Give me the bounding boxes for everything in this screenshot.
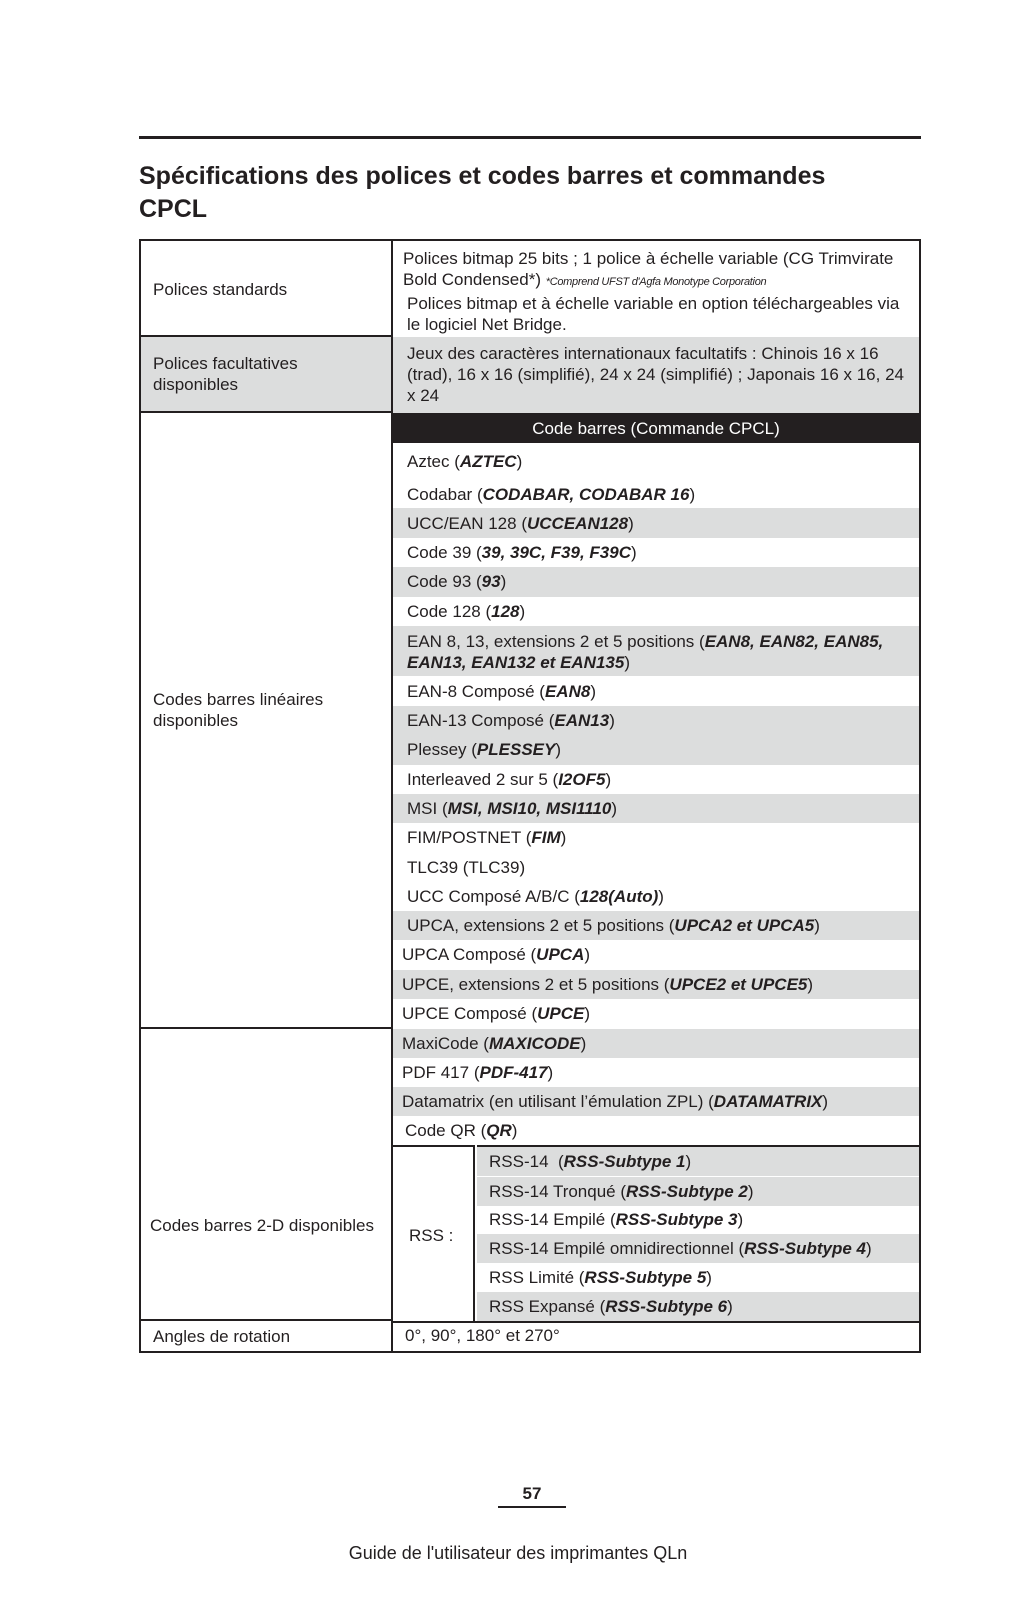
- barcode-command: PDF-417: [479, 1063, 548, 1082]
- linear-row-aztec: Aztec (AZTEC): [407, 452, 523, 471]
- barcode-name: Aztec: [407, 452, 450, 471]
- rotation-value: [393, 1321, 919, 1351]
- linear-row-ean8-composite: EAN-8 Composé (EAN8): [407, 682, 596, 701]
- linear-row-msi: MSI (MSI, MSI10, MSI1110): [393, 794, 919, 823]
- barcode-name: TLC39: [407, 858, 459, 877]
- barcode-command: DATAMATRIX: [713, 1092, 823, 1111]
- top-rule: [139, 136, 921, 139]
- barcode-command: AZTEC: [459, 452, 517, 471]
- rss-row-5: RSS Limité (RSS-Subtype 5): [489, 1268, 712, 1287]
- optional-fonts-label: Polices facultatives disponibles: [153, 354, 298, 394]
- linear-row-plessey: Plessey (PLESSEY): [393, 735, 919, 765]
- barcode-command: RSS-Subtype 2: [626, 1182, 748, 1201]
- barcode-command: RSS-Subtype 4: [744, 1239, 866, 1258]
- twod-row-pdf417: PDF 417 (PDF-417): [402, 1063, 554, 1082]
- barcode-name: Code QR: [405, 1121, 476, 1140]
- linear-row-code93: Code 93 (93): [393, 567, 919, 597]
- barcode-command: CODABAR, CODABAR 16: [482, 485, 690, 504]
- standard-fonts-value: [393, 241, 919, 337]
- twod-row-qr: Code QR (QR): [405, 1121, 518, 1140]
- barcode-header-text: Code barres (Commande CPCL): [532, 419, 780, 438]
- barcode-command: 128: [491, 602, 520, 621]
- barcode-name: Plessey: [407, 740, 467, 759]
- barcode-name: UCC/EAN 128: [407, 514, 517, 533]
- label-2d-barcodes: [141, 1029, 391, 1321]
- barcode-command: FIM: [531, 828, 561, 847]
- barcode-name: Datamatrix (en utilisant l’émulation ZPL): [402, 1092, 704, 1111]
- barcode-command: UPCE2 et UPCE5: [669, 975, 808, 994]
- barcode-name: EAN 8, 13, extensions 2 et 5 positions: [407, 632, 695, 651]
- barcode-name: MaxiCode: [402, 1034, 479, 1053]
- barcode-command: EAN8, EAN82, EAN85, EAN13, EAN132 et EAN135: [407, 632, 884, 672]
- barcode-name: RSS Expansé: [489, 1297, 595, 1316]
- barcode-command: UPCA: [536, 945, 585, 964]
- linear-row-code39: Code 39 (39, 39C, F39, F39C): [407, 543, 637, 562]
- rss-row-4: RSS-14 Empilé omnidirectionnel (RSS-Subtype 4): [477, 1234, 919, 1263]
- barcode-name: Code 39: [407, 543, 472, 562]
- rss-row-3: RSS-14 Empilé (RSS-Subtype 3): [489, 1210, 744, 1229]
- barcode-command: EAN13: [554, 711, 610, 730]
- twod-row-datamatrix: Datamatrix (en utilisant l’émulation ZPL) (DATAMATRIX): [393, 1087, 919, 1116]
- barcode-command: 39, 39C, F39, F39C: [481, 543, 631, 562]
- barcode-name: UPCA, extensions 2 et 5 positions: [407, 916, 665, 935]
- barcode-command: RSS-Subtype 5: [584, 1268, 707, 1287]
- barcode-command: RSS-Subtype 6: [605, 1297, 728, 1316]
- linear-row-uccean128: UCC/EAN 128 (UCCEAN128): [393, 508, 919, 538]
- barcode-name: RSS-14 Tronqué: [489, 1182, 616, 1201]
- linear-row-fim: FIM/POSTNET (FIM): [407, 828, 567, 847]
- barcode-name: Interleaved 2 sur 5: [407, 770, 548, 789]
- standard-fonts-line2: Polices bitmap et à échelle variable en option téléchargeables via le logiciel Net Bridge.: [407, 294, 900, 334]
- linear-row-i2of5: Interleaved 2 sur 5 (I2OF5): [407, 770, 612, 789]
- barcode-name: RSS-14 Empilé omnidirectionnel: [489, 1239, 734, 1258]
- barcode-name: RSS-14 Empilé: [489, 1210, 606, 1229]
- barcode-command: UPCA2 et UPCA5: [674, 916, 815, 935]
- barcode-command: PLESSEY: [476, 740, 556, 759]
- linear-row-upce-composite: UPCE Composé (UPCE): [402, 1004, 591, 1023]
- rotation-text: 0°, 90°, 180° et 270°: [405, 1326, 560, 1345]
- barcode-name: RSS-14: [489, 1152, 549, 1171]
- barcode-command: QR: [486, 1121, 512, 1140]
- barcode-name: RSS Limité: [489, 1268, 575, 1287]
- barcode-name: EAN-8 Composé: [407, 682, 535, 701]
- standard-fonts-footnote: *Comprend UFST d'Agfa Monotype Corporation: [545, 276, 767, 288]
- barcode-command: MAXICODE: [488, 1034, 581, 1053]
- barcode-command: UPCE: [537, 1004, 585, 1023]
- barcode-name: UCC Composé A/B/C: [407, 887, 570, 906]
- barcode-command: TLC39: [468, 858, 520, 877]
- standard-fonts-line1: Polices bitmap 25 bits ; 1 police à échelle variable (CG Trimvirate Bold Condensed*): [403, 249, 894, 289]
- linear-row-upce-ext: UPCE, extensions 2 et 5 positions (UPCE2 et UPCE5): [393, 970, 919, 999]
- barcode-header: [393, 413, 919, 443]
- rss-row-1: RSS-14 (RSS-Subtype 1): [477, 1145, 919, 1178]
- label-rotation: [141, 1321, 391, 1351]
- linear-row-ucc-composite: UCC Composé A/B/C (128(Auto)): [407, 887, 664, 906]
- optional-fonts-text: Jeux des caractères internationaux facultatifs : Chinois 16 x 16 (trad), 16 x 16 (simplifié), 24 x 24 (simplifié) ; Japonais 16 x 16, 24 x 24: [407, 344, 904, 405]
- label-linear-barcodes: [141, 413, 391, 1029]
- barcode-name: PDF 417: [402, 1063, 470, 1082]
- barcode-name: UPCE Composé: [402, 1004, 527, 1023]
- barcode-name: UPCE, extensions 2 et 5 positions: [402, 975, 660, 994]
- page-title: Spécifications des polices et codes barres et commandes CPCL: [139, 162, 826, 223]
- barcode-command: 93: [481, 572, 501, 591]
- standard-fonts-label: Polices standards: [153, 280, 288, 299]
- barcode-name: UPCA Composé: [402, 945, 526, 964]
- spec-table: [139, 239, 921, 1353]
- page-number: 57: [498, 1484, 566, 1508]
- rss-label-cell: [393, 1145, 475, 1321]
- barcode-name: FIM/POSTNET: [407, 828, 521, 847]
- linear-row-ean: EAN 8, 13, extensions 2 et 5 positions (EAN8, EAN82, EAN85, EAN13, EAN132 et EAN135): [393, 626, 919, 676]
- barcode-command: RSS-Subtype 3: [615, 1210, 738, 1229]
- rss-row-6: RSS Expansé (RSS-Subtype 6): [477, 1292, 919, 1321]
- linear-row-tlc39: TLC39 (TLC39): [407, 858, 526, 877]
- linear-row-ean13-composite: EAN-13 Composé (EAN13): [393, 706, 919, 735]
- linear-row-codabar: Codabar (CODABAR, CODABAR 16): [407, 485, 696, 504]
- optional-fonts-value: [393, 337, 919, 413]
- rss-label: RSS :: [409, 1226, 454, 1245]
- barcode-name: EAN-13 Composé: [407, 711, 545, 730]
- barcode-command: EAN8: [544, 682, 591, 701]
- label-standard-fonts: [141, 241, 391, 337]
- rotation-label: Angles de rotation: [153, 1327, 291, 1346]
- rss-row-2: RSS-14 Tronqué (RSS-Subtype 2): [477, 1176, 919, 1206]
- twod-row-maxicode: MaxiCode (MAXICODE): [393, 1029, 919, 1058]
- barcode-name: MSI: [407, 799, 438, 818]
- barcode-command: RSS-Subtype 1: [563, 1152, 686, 1171]
- linear-row-upca-composite: UPCA Composé (UPCA): [402, 945, 591, 964]
- page-footer: Guide de l'utilisateur des imprimantes QLn: [348, 1543, 688, 1563]
- barcode-command: MSI, MSI10, MSI1110: [447, 799, 612, 818]
- linear-barcodes-label: Codes barres linéaires disponibles: [153, 690, 324, 730]
- barcode-name: Code 128: [407, 602, 481, 621]
- barcode-name: Code 93: [407, 572, 472, 591]
- barcode-command: UCCEAN128: [527, 514, 629, 533]
- barcode-command: 128(Auto): [579, 887, 659, 906]
- linear-row-code128: Code 128 (128): [407, 602, 526, 621]
- barcode-command: I2OF5: [558, 770, 606, 789]
- twod-barcodes-label: Codes barres 2-D disponibles: [150, 1216, 374, 1235]
- barcode-name: Codabar: [407, 485, 473, 504]
- linear-row-upca-ext: UPCA, extensions 2 et 5 positions (UPCA2 et UPCA5): [393, 911, 919, 940]
- label-optional-fonts: [141, 337, 391, 413]
